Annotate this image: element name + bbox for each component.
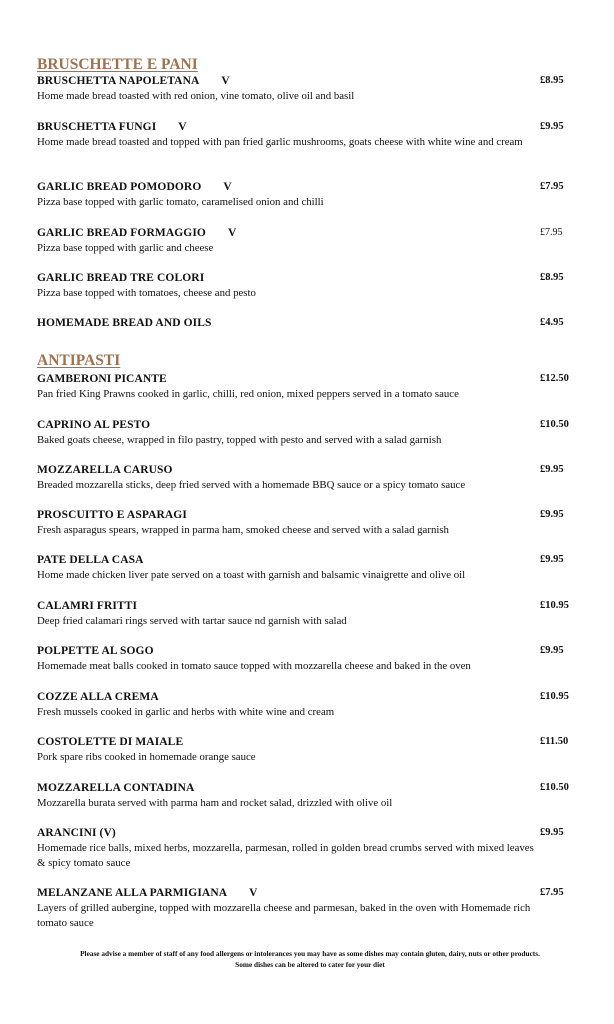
item-description: Pizza base topped with garlic and cheese bbox=[37, 242, 214, 254]
item-name: POLPETTE AL SOGO bbox=[37, 645, 154, 657]
menu-item bbox=[37, 735, 577, 765]
item-description: Baked goats cheese, wrapped in filo pastry, topped with pesto and served with a salad garnish bbox=[37, 434, 442, 446]
item-name: GARLIC BREAD TRE COLORI bbox=[37, 272, 205, 284]
item-description: Home made bread toasted with red onion, vine tomato, olive oil and basil bbox=[37, 90, 355, 102]
item-description: Fresh mussels cooked in garlic and herbs with white wine and cream bbox=[37, 706, 335, 718]
menu-item bbox=[37, 690, 577, 720]
item-name: HOMEMADE BREAD AND OILS bbox=[37, 317, 212, 329]
item-description: Breaded mozzarella sticks, deep fried served with a homemade BBQ sauce or a spicy tomato sauce bbox=[37, 479, 466, 491]
item-name: PROSCUITTO E ASPARAGI bbox=[37, 509, 187, 521]
item-name: PATE DELLA CASA bbox=[37, 554, 144, 566]
item-name: CALAMRI FRITTI bbox=[37, 600, 138, 612]
vegetarian-mark: V bbox=[178, 121, 187, 133]
item-name: GARLIC BREAD POMODORO V bbox=[37, 181, 232, 193]
item-description: Deep fried calamari rings served with tartar sauce nd garnish with salad bbox=[37, 615, 347, 627]
item-name: GAMBERONI PICANTE bbox=[37, 373, 167, 385]
item-name: BRUSCHETTA FUNGI V bbox=[37, 121, 187, 133]
item-name: ARANCINI (V) bbox=[37, 827, 116, 839]
item-description: Homemade rice balls, mixed herbs, mozzarella, parmesan, rolled in golden bread crumbs served with mixed leaves & spicy tomato sauce bbox=[37, 842, 534, 869]
item-price: £9.95 bbox=[540, 509, 564, 520]
menu-item bbox=[37, 226, 577, 256]
item-price: £9.95 bbox=[540, 645, 564, 656]
item-description: Pizza base topped with garlic tomato, caramelised onion and chilli bbox=[37, 196, 324, 208]
item-name: BRUSCHETTA NAPOLETANA V bbox=[37, 75, 230, 87]
menu-item bbox=[37, 463, 577, 493]
item-description: Home made chicken liver pate served on a toast with garnish and balsamic vinaigrette and olive oil bbox=[37, 569, 466, 581]
vegetarian-mark: V bbox=[227, 227, 237, 239]
menu-item bbox=[37, 553, 577, 583]
section-title-bruschette: BRUSCHETTE E PANI bbox=[37, 56, 198, 73]
vegetarian-mark: V bbox=[249, 887, 258, 899]
menu-item bbox=[37, 74, 577, 104]
menu-item bbox=[37, 372, 577, 402]
item-name: MOZZARELLA CONTADINA bbox=[37, 782, 195, 794]
item-price: £4.95 bbox=[540, 317, 564, 328]
menu-item bbox=[37, 781, 577, 811]
menu-item bbox=[37, 599, 577, 629]
menu-item bbox=[37, 508, 577, 538]
item-description: Layers of grilled aubergine, topped with mozzarella cheese and parmesan, baked in the oven with Homemade rich tomato sauce bbox=[37, 902, 531, 929]
item-price: £10.50 bbox=[540, 782, 569, 793]
menu-item bbox=[37, 180, 577, 210]
item-price: £10.50 bbox=[540, 419, 569, 430]
menu-item bbox=[37, 886, 577, 931]
menu-item bbox=[37, 644, 577, 674]
menu-item bbox=[37, 316, 577, 330]
item-description: Mozzarella burata served with parma ham and rocket salad, drizzled with olive oil bbox=[37, 797, 393, 809]
item-description: Fresh asparagus spears, wrapped in parma ham, smoked cheese and served with a salad garnish bbox=[37, 524, 449, 536]
item-price: £7.95 bbox=[540, 181, 564, 192]
item-price: £10.95 bbox=[540, 600, 569, 611]
item-description: Pan fried King Prawns cooked in garlic, chilli, red onion, mixed peppers served in a tomato sauce bbox=[37, 388, 459, 400]
item-price: £10.95 bbox=[540, 691, 569, 702]
item-name: MELANZANE ALLA PARMIGIANA V bbox=[37, 887, 258, 899]
vegetarian-mark: V bbox=[223, 181, 232, 193]
item-price: £9.95 bbox=[540, 464, 564, 475]
item-name: GARLIC BREAD FORMAGGIO V bbox=[37, 227, 237, 239]
menu-item bbox=[37, 418, 577, 448]
item-name: COZZE ALLA CREMA bbox=[37, 691, 159, 703]
menu-item bbox=[37, 120, 577, 150]
item-price: £12.50 bbox=[540, 373, 569, 384]
vegetarian-mark: V bbox=[221, 75, 230, 87]
item-price: £7.95 bbox=[540, 227, 563, 238]
item-description: Pizza base topped with tomatoes, cheese and pesto bbox=[37, 287, 256, 299]
item-price: £7.95 bbox=[540, 887, 564, 898]
item-description: Homemade meat balls cooked in tomato sauce topped with mozzarella cheese and baked in the oven bbox=[37, 660, 471, 672]
menu-item bbox=[37, 826, 577, 871]
item-price: £8.95 bbox=[540, 272, 564, 283]
item-price: £9.95 bbox=[540, 827, 564, 838]
allergen-notice: Please advise a member of staff of any food allergens or intolerances you may have as some dishes may contain gluten, dairy, nuts or other products. Some dishes can be altered to cater for your diet bbox=[80, 949, 540, 969]
item-description: Pork spare ribs cooked in homemade orange sauce bbox=[37, 751, 256, 763]
item-price: £11.50 bbox=[540, 736, 569, 747]
item-price: £9.95 bbox=[540, 554, 564, 565]
menu-item bbox=[37, 271, 577, 301]
item-name: CAPRINO AL PESTO bbox=[37, 419, 151, 431]
item-name: COSTOLETTE DI MAIALE bbox=[37, 736, 184, 748]
item-price: £9.95 bbox=[540, 121, 564, 132]
item-description: Home made bread toasted and topped with pan fried garlic mushrooms, goats cheese with white wine and cream bbox=[37, 136, 523, 148]
item-price: £8.95 bbox=[540, 75, 564, 86]
item-name: MOZZARELLA CARUSO bbox=[37, 464, 173, 476]
section-title-antipasti: ANTIPASTI bbox=[37, 352, 121, 369]
